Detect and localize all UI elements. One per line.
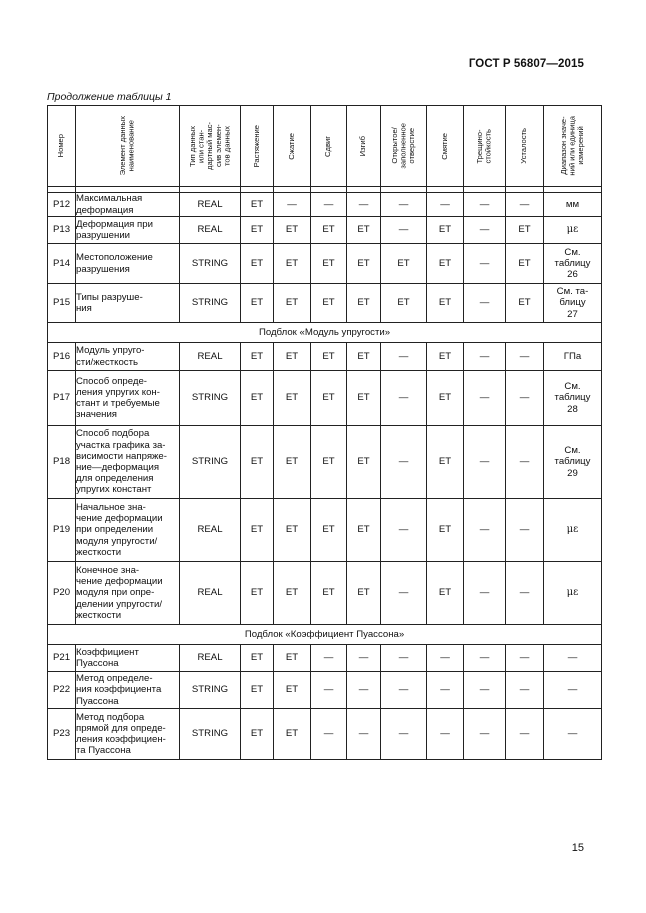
applicability-cell: ET — [427, 371, 464, 426]
param-range: — — [544, 672, 602, 709]
param-name: Метод подбора прямой для опреде- ления коэффициен- та Пуассона — [76, 709, 180, 760]
param-datatype: STRING — [180, 244, 241, 284]
table-row — [48, 562, 602, 625]
applicability-cell: — — [464, 645, 506, 672]
standard-header: ГОСТ Р 56807—2015 — [468, 58, 584, 70]
applicability-cell: — — [506, 426, 544, 499]
col-header-range-units: Диапазон значе- ний или единица измерений — [544, 106, 602, 187]
applicability-cell: — — [427, 645, 464, 672]
applicability-cell: ET — [241, 371, 274, 426]
applicability-cell: ET — [274, 426, 311, 499]
applicability-cell: ET — [274, 371, 311, 426]
applicability-cell: ET — [241, 672, 274, 709]
applicability-cell: ET — [427, 244, 464, 284]
applicability-cell: ET — [241, 193, 274, 217]
param-name: Начальное зна- чение деформации при определении модуля упругости/ жесткости — [76, 499, 180, 562]
applicability-cell: — — [347, 193, 381, 217]
applicability-cell: ET — [347, 217, 381, 244]
param-range: — — [544, 709, 602, 760]
applicability-cell: ET — [506, 217, 544, 244]
applicability-cell: — — [464, 426, 506, 499]
applicability-cell: — — [427, 709, 464, 760]
section-row — [48, 625, 602, 645]
param-datatype: REAL — [180, 562, 241, 625]
col-header-fracture-toughness: Трещино- стойкость — [464, 106, 506, 187]
applicability-cell: — — [347, 709, 381, 760]
applicability-cell: ET — [347, 284, 381, 323]
header-row — [48, 106, 602, 187]
applicability-cell: — — [381, 672, 427, 709]
applicability-cell: — — [464, 371, 506, 426]
table-row — [48, 709, 602, 760]
applicability-cell: ET — [347, 343, 381, 371]
applicability-cell: — — [506, 193, 544, 217]
applicability-cell: ET — [274, 217, 311, 244]
applicability-cell: — — [381, 371, 427, 426]
param-name: Способ подбора участка графика за- висимости напряже- ние—деформация для определения упругих констант — [76, 426, 180, 499]
table-row — [48, 343, 602, 371]
table-row — [48, 217, 602, 244]
param-range: См. таблицу 26 — [544, 244, 602, 284]
param-datatype: STRING — [180, 709, 241, 760]
param-name: Конечное зна- чение деформации модуля при опре- делении упругости/ жесткости — [76, 562, 180, 625]
param-range: με — [544, 499, 602, 562]
col-header-shear: Сдвиг — [311, 106, 347, 187]
param-number: P17 — [48, 371, 76, 426]
param-number: P21 — [48, 645, 76, 672]
param-name: Метод определе- ния коэффициента Пуассона — [76, 672, 180, 709]
section-row — [48, 323, 602, 343]
table-row — [48, 672, 602, 709]
applicability-cell: ET — [427, 284, 464, 323]
applicability-cell: — — [464, 672, 506, 709]
table-row — [48, 645, 602, 672]
param-name: Коэффициент Пуассона — [76, 645, 180, 672]
param-name: Деформация при разрушении — [76, 217, 180, 244]
applicability-cell: — — [506, 645, 544, 672]
applicability-cell: — — [381, 217, 427, 244]
applicability-cell: — — [464, 284, 506, 323]
applicability-cell: ET — [347, 371, 381, 426]
param-name: Модуль упруго- сти/жесткость — [76, 343, 180, 371]
applicability-cell: — — [506, 371, 544, 426]
applicability-cell: — — [427, 672, 464, 709]
applicability-cell: — — [381, 562, 427, 625]
applicability-cell: ET — [311, 371, 347, 426]
page-number: 15 — [571, 842, 584, 854]
applicability-cell: ET — [311, 499, 347, 562]
applicability-cell: — — [381, 499, 427, 562]
table-row — [48, 284, 602, 323]
applicability-cell: — — [506, 499, 544, 562]
table-row — [48, 371, 602, 426]
applicability-cell: ET — [427, 343, 464, 371]
applicability-cell: — — [311, 645, 347, 672]
applicability-cell: — — [311, 193, 347, 217]
param-number: P19 — [48, 499, 76, 562]
param-datatype: REAL — [180, 343, 241, 371]
applicability-cell: — — [381, 343, 427, 371]
applicability-cell: ET — [347, 426, 381, 499]
section-title: Подблок «Модуль упругости» — [48, 323, 602, 343]
param-range: — — [544, 645, 602, 672]
col-header-tension: Растяжение — [241, 106, 274, 187]
applicability-cell: ET — [311, 284, 347, 323]
param-number: P22 — [48, 672, 76, 709]
table-row — [48, 499, 602, 562]
param-name: Максимальная деформация — [76, 193, 180, 217]
applicability-cell: ET — [274, 343, 311, 371]
applicability-cell: — — [381, 645, 427, 672]
applicability-cell: — — [464, 193, 506, 217]
table-row — [48, 193, 602, 217]
col-header-hole: Открытое/ заполненное отверстие — [381, 106, 427, 187]
parameters-table — [47, 105, 602, 760]
table-caption: Продолжение таблицы 1 — [47, 91, 172, 103]
applicability-cell: ET — [241, 343, 274, 371]
col-header-compression: Сжатие — [274, 106, 311, 187]
param-range: См. таблицу 29 — [544, 426, 602, 499]
param-range: См. таблицу 28 — [544, 371, 602, 426]
applicability-cell: ET — [274, 672, 311, 709]
param-datatype: REAL — [180, 217, 241, 244]
param-name: Типы разруше- ния — [76, 284, 180, 323]
applicability-cell: — — [347, 645, 381, 672]
applicability-cell: ET — [506, 244, 544, 284]
applicability-cell: ET — [347, 244, 381, 284]
param-number: P13 — [48, 217, 76, 244]
applicability-cell: ET — [241, 244, 274, 284]
applicability-cell: ET — [274, 645, 311, 672]
param-range: με — [544, 562, 602, 625]
param-range: με — [544, 217, 602, 244]
applicability-cell: — — [464, 499, 506, 562]
applicability-cell: — — [464, 343, 506, 371]
applicability-cell: ET — [427, 426, 464, 499]
applicability-cell: — — [381, 426, 427, 499]
applicability-cell: ET — [311, 217, 347, 244]
applicability-cell: ET — [241, 499, 274, 562]
applicability-cell: — — [274, 193, 311, 217]
applicability-cell: — — [347, 672, 381, 709]
applicability-cell: ET — [241, 426, 274, 499]
applicability-cell: ET — [241, 645, 274, 672]
applicability-cell: ET — [427, 217, 464, 244]
param-datatype: STRING — [180, 371, 241, 426]
applicability-cell: ET — [427, 499, 464, 562]
applicability-cell: ET — [311, 562, 347, 625]
applicability-cell: ET — [311, 426, 347, 499]
applicability-cell: ET — [241, 709, 274, 760]
param-datatype: REAL — [180, 645, 241, 672]
applicability-cell: — — [506, 562, 544, 625]
applicability-cell: ET — [274, 709, 311, 760]
applicability-cell: ET — [347, 562, 381, 625]
applicability-cell: — — [464, 217, 506, 244]
param-name: Способ опреде- ления упругих кон- стант и требуемые значения — [76, 371, 180, 426]
applicability-cell: ET — [381, 244, 427, 284]
applicability-cell: — — [311, 672, 347, 709]
applicability-cell: — — [506, 343, 544, 371]
applicability-cell: ET — [311, 343, 347, 371]
applicability-cell: — — [506, 672, 544, 709]
col-header-bearing: Смятие — [427, 106, 464, 187]
applicability-cell: — — [464, 562, 506, 625]
applicability-cell: — — [381, 193, 427, 217]
param-number: P15 — [48, 284, 76, 323]
applicability-cell: ET — [241, 284, 274, 323]
col-header-bending: Изгиб — [347, 106, 381, 187]
param-datatype: STRING — [180, 672, 241, 709]
applicability-cell: ET — [241, 562, 274, 625]
col-header-datatype: Тип данных или стан- дартный мас- сив элемен- тов данных — [180, 106, 241, 187]
applicability-cell: ET — [381, 284, 427, 323]
applicability-cell: — — [506, 709, 544, 760]
applicability-cell: ET — [241, 217, 274, 244]
col-header-number: Номер — [48, 106, 76, 187]
param-datatype: STRING — [180, 284, 241, 323]
applicability-cell: — — [381, 709, 427, 760]
applicability-cell: ET — [311, 244, 347, 284]
applicability-cell: — — [464, 709, 506, 760]
table-row — [48, 426, 602, 499]
applicability-cell: ET — [274, 284, 311, 323]
param-number: P16 — [48, 343, 76, 371]
param-number: P12 — [48, 193, 76, 217]
param-datatype: REAL — [180, 499, 241, 562]
applicability-cell: ET — [427, 562, 464, 625]
param-datatype: STRING — [180, 426, 241, 499]
applicability-cell: — — [427, 193, 464, 217]
applicability-cell: ET — [506, 284, 544, 323]
param-number: P20 — [48, 562, 76, 625]
param-datatype: REAL — [180, 193, 241, 217]
col-header-element: Элемент данных наименование — [76, 106, 180, 187]
applicability-cell: ET — [347, 499, 381, 562]
col-header-fatigue: Усталость — [506, 106, 544, 187]
param-number: P18 — [48, 426, 76, 499]
param-range: См. та- блицу 27 — [544, 284, 602, 323]
applicability-cell: — — [464, 244, 506, 284]
applicability-cell: ET — [274, 244, 311, 284]
section-title: Подблок «Коэффициент Пуассона» — [48, 625, 602, 645]
param-name: Местоположение разрушения — [76, 244, 180, 284]
applicability-cell: ET — [274, 499, 311, 562]
applicability-cell: ET — [274, 562, 311, 625]
param-range: мм — [544, 193, 602, 217]
applicability-cell: — — [311, 709, 347, 760]
param-number: P14 — [48, 244, 76, 284]
param-number: P23 — [48, 709, 76, 760]
param-range: ГПа — [544, 343, 602, 371]
table-row — [48, 244, 602, 284]
